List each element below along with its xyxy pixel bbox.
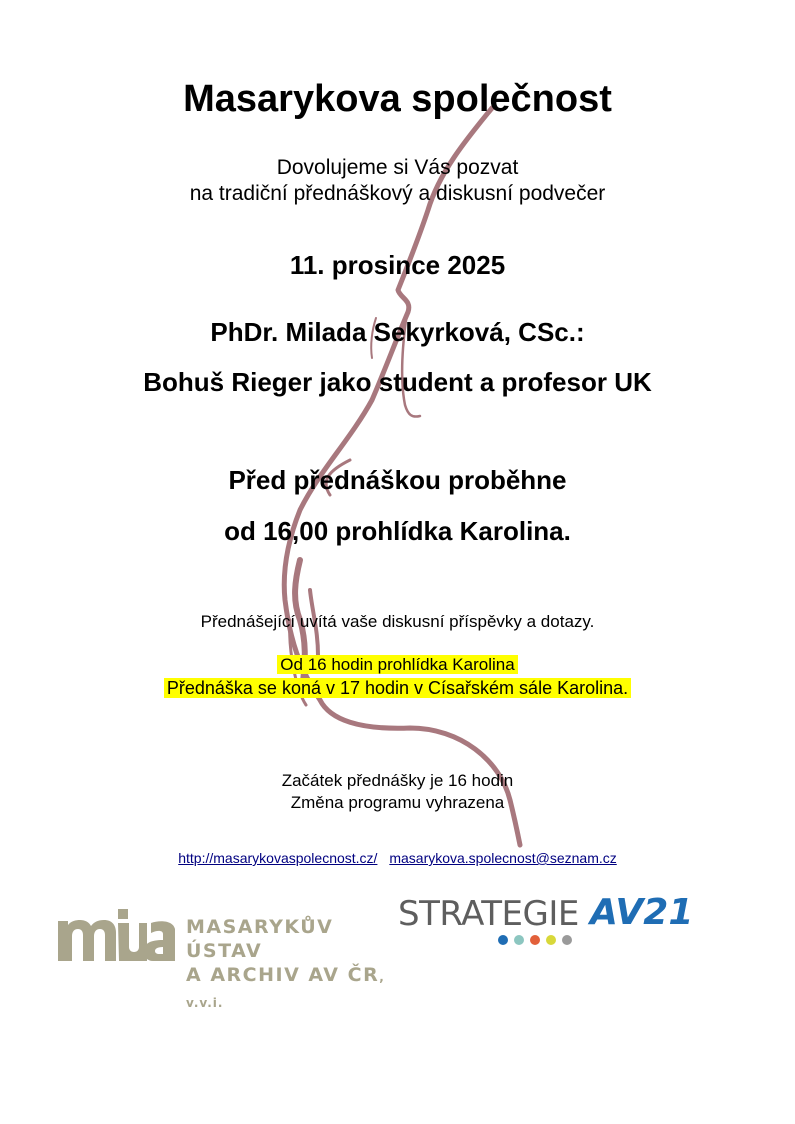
contact-links xyxy=(0,850,795,866)
av21-word: AV21 xyxy=(590,892,694,933)
pre-event-line-1: Před přednáškou proběhne xyxy=(228,465,567,495)
email-link[interactable]: masarykova.spolecnost@seznam.cz xyxy=(389,850,617,866)
start-info-line-1: Začátek přednášky je 16 hodin xyxy=(281,771,514,790)
start-info-line-2: Změna programu vyhrazena xyxy=(290,793,505,812)
mua-logo-line-1: MASARYKŮV ÚSTAV xyxy=(186,916,334,962)
page-title: Masarykova společnost xyxy=(183,78,612,120)
mua-logo-suffix: , v.v.i. xyxy=(186,970,385,1010)
dot-blue-icon xyxy=(498,935,508,945)
mua-logo xyxy=(58,905,398,1010)
mua-logo-line-2-text: A ARCHIV AV ČR xyxy=(186,964,380,986)
highlight-line-1: Od 16 hodin prohlídka Karolina xyxy=(277,655,517,674)
invitation-line-2: na tradiční přednáškový a diskusní podvečer xyxy=(189,182,606,205)
mua-logo-mark-icon xyxy=(58,909,176,961)
highlight-line-2: Přednáška se koná v 17 hodin v Císařském sále Karolina. xyxy=(164,678,631,698)
website-link[interactable]: http://masarykovaspolecnost.cz/ xyxy=(178,850,378,866)
invitation-line-1: Dovolujeme si Vás pozvat xyxy=(276,156,519,179)
event-date: 11. prosince 2025 xyxy=(289,250,506,280)
dot-gray-icon xyxy=(562,935,572,945)
dot-yellow-icon xyxy=(546,935,556,945)
talk-title: Bohuš Rieger jako student a profesor UK xyxy=(143,367,652,397)
pre-event-line-2: od 16,00 prohlídka Karolina. xyxy=(224,516,571,546)
mua-logo-line-2 xyxy=(186,963,398,1015)
speaker-name: PhDr. Milada Sekyrková, CSc.: xyxy=(210,317,585,347)
dot-teal-icon xyxy=(514,935,524,945)
dot-orange-icon xyxy=(530,935,540,945)
highlight-line-1-container xyxy=(0,655,795,675)
strategie-av21-logo xyxy=(398,894,698,950)
strategie-dots xyxy=(498,935,572,945)
highlight-line-2-container xyxy=(0,678,795,699)
mua-logo-text xyxy=(186,915,398,1015)
discussion-note: Přednášející uvítá vaše diskusní příspěvky a dotazy. xyxy=(200,612,595,631)
strategie-word: STRATEGIE xyxy=(398,894,579,934)
